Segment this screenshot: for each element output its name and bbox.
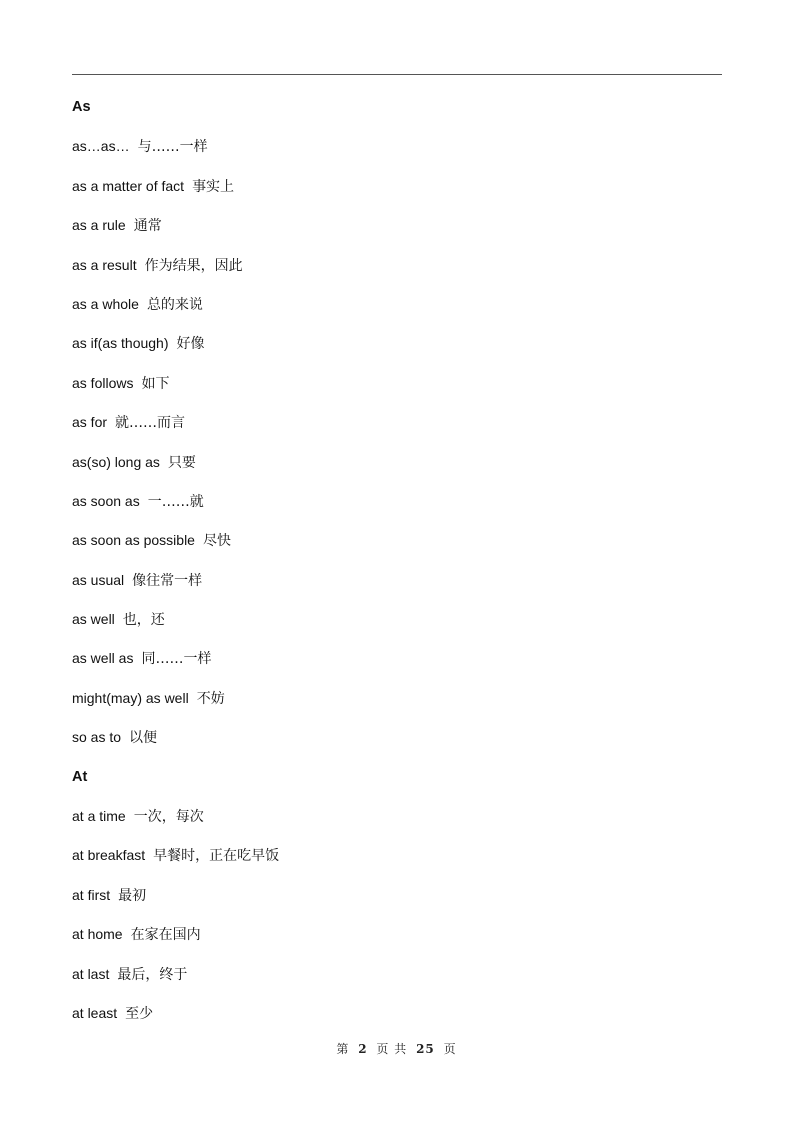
phrase-entry bbox=[72, 171, 722, 210]
phrase-entry bbox=[72, 959, 722, 998]
phrase-meaning: 一次，每次 bbox=[133, 809, 204, 826]
phrase-meaning: 如下 bbox=[141, 375, 170, 392]
phrase-term: as soon as bbox=[72, 492, 140, 509]
phrase-entry bbox=[72, 407, 722, 446]
phrase-term: as soon as possible bbox=[72, 532, 195, 549]
phrase-entry bbox=[72, 604, 722, 643]
phrase-term: as a matter of fact bbox=[72, 177, 185, 194]
phrase-entry bbox=[72, 880, 722, 919]
footer-prefix: 第 bbox=[336, 1042, 350, 1056]
current-page-number: 2 bbox=[358, 1042, 368, 1056]
phrase-term: as follows bbox=[72, 374, 134, 391]
footer-suffix: 页 bbox=[443, 1042, 457, 1056]
phrase-term: as(so) long as bbox=[72, 453, 160, 470]
phrase-term: at last bbox=[72, 965, 110, 982]
phrase-entry bbox=[72, 565, 722, 604]
phrase-term: at least bbox=[72, 1004, 118, 1021]
phrase-entry bbox=[72, 525, 722, 564]
phrase-term: as a result bbox=[72, 256, 137, 273]
phrase-term: at a time bbox=[72, 808, 126, 825]
phrase-entry bbox=[72, 840, 722, 879]
phrase-entry bbox=[72, 210, 722, 249]
phrase-meaning: 作为结果，因此 bbox=[144, 257, 243, 274]
phrase-term: as for bbox=[72, 414, 108, 431]
section-heading-at: At bbox=[72, 768, 88, 785]
phrase-term: so as to bbox=[72, 729, 122, 746]
total-page-count: 25 bbox=[416, 1042, 435, 1056]
phrase-entry bbox=[72, 131, 722, 170]
phrase-meaning: 好像 bbox=[176, 336, 205, 353]
phrase-term: at breakfast bbox=[72, 847, 146, 864]
phrase-meaning: 一……就 bbox=[147, 493, 204, 510]
phrase-term: as a whole bbox=[72, 295, 139, 312]
phrase-term: as well as bbox=[72, 650, 134, 667]
phrase-meaning: 同……一样 bbox=[141, 651, 212, 668]
phrase-term: at first bbox=[72, 886, 111, 903]
phrase-meaning: 最后，终于 bbox=[117, 966, 188, 983]
phrase-entry bbox=[72, 722, 722, 761]
phrase-entry bbox=[72, 368, 722, 407]
phrase-meaning: 事实上 bbox=[192, 178, 235, 195]
phrase-entry bbox=[72, 919, 722, 958]
phrase-term: at home bbox=[72, 926, 123, 943]
phrase-list bbox=[72, 92, 722, 1037]
phrase-term: as if(as though) bbox=[72, 335, 169, 352]
header-rule bbox=[72, 74, 722, 75]
phrase-entry bbox=[72, 289, 722, 328]
phrase-meaning: 以便 bbox=[129, 730, 158, 747]
section-heading-as: As bbox=[72, 99, 91, 115]
phrase-meaning: 尽快 bbox=[202, 533, 231, 550]
phrase-meaning: 不妨 bbox=[196, 690, 225, 707]
phrase-entry bbox=[72, 643, 722, 682]
phrase-term: as usual bbox=[72, 571, 125, 588]
phrase-meaning: 就……而言 bbox=[115, 415, 186, 432]
phrase-term: might(may) as well bbox=[72, 689, 189, 706]
phrase-meaning: 总的来说 bbox=[146, 296, 203, 313]
phrase-meaning: 只要 bbox=[167, 454, 196, 471]
phrase-entry bbox=[72, 998, 722, 1037]
phrase-meaning: 至少 bbox=[125, 1005, 154, 1022]
phrase-entry bbox=[72, 801, 722, 840]
phrase-meaning: 通常 bbox=[133, 218, 162, 235]
phrase-term: as well bbox=[72, 611, 115, 628]
phrase-term: as…as… bbox=[72, 138, 130, 155]
phrase-entry bbox=[72, 328, 722, 367]
phrase-meaning: 也，还 bbox=[122, 612, 165, 629]
phrase-entry bbox=[72, 486, 722, 525]
phrase-entry bbox=[72, 447, 722, 486]
phrase-entry bbox=[72, 683, 722, 722]
page-footer bbox=[0, 1040, 793, 1057]
phrase-meaning: 在家在国内 bbox=[130, 927, 201, 944]
phrase-meaning: 早餐时，正在吃早饭 bbox=[153, 848, 280, 865]
phrase-meaning: 与……一样 bbox=[137, 139, 208, 156]
phrase-meaning: 像往常一样 bbox=[132, 572, 203, 589]
phrase-meaning: 最初 bbox=[118, 887, 147, 904]
phrase-entry bbox=[72, 250, 722, 289]
phrase-term: as a rule bbox=[72, 217, 126, 234]
footer-middle: 页 共 bbox=[376, 1042, 408, 1056]
